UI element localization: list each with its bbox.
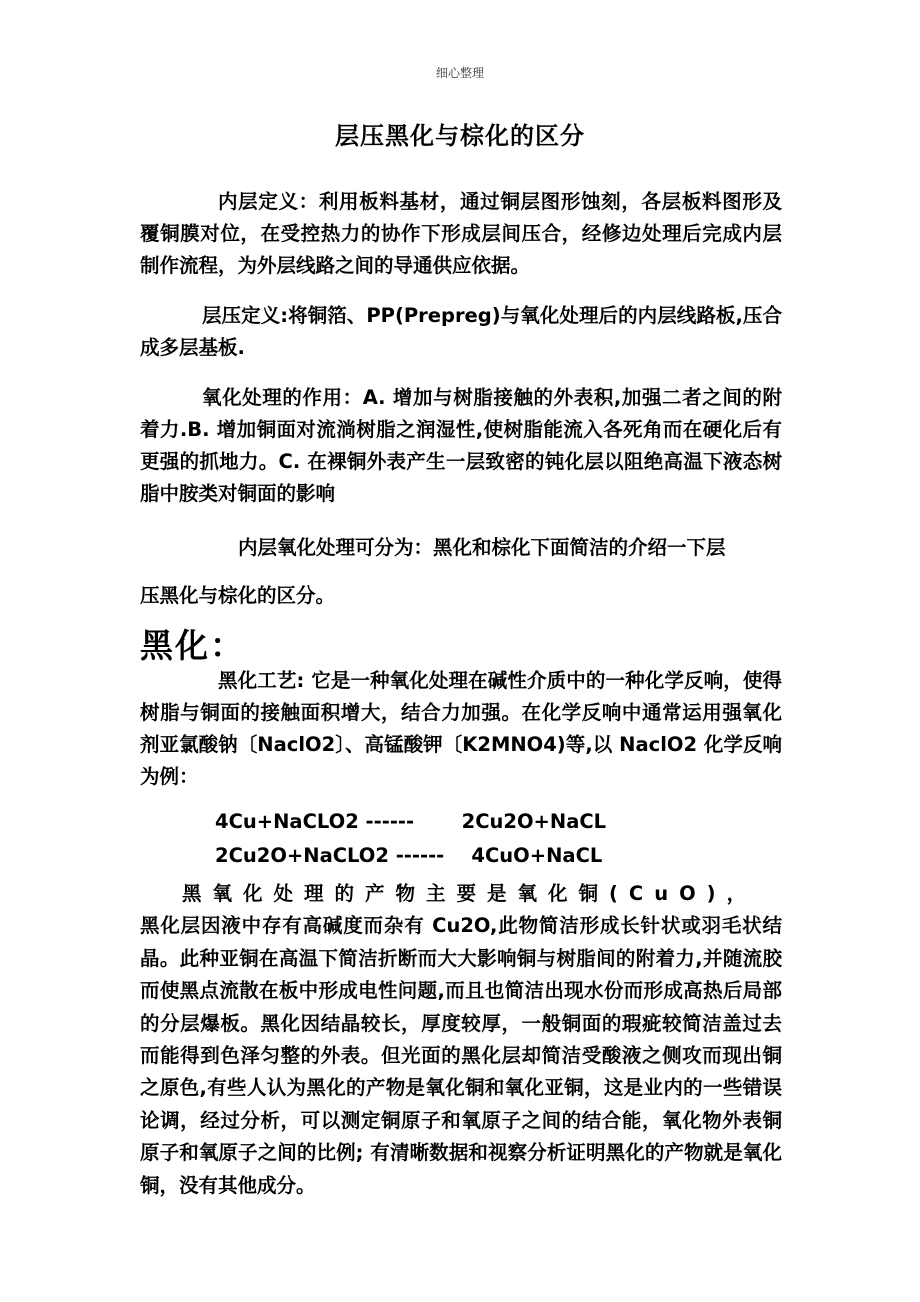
paragraph-lamination-definition: 层压定义:将铜箔、PP(Prepreg)与氧化处理后的内层线路板,压合成多层基板. [140, 304, 782, 359]
paragraph-blackening-product-rest: 黑化层因液中存有高碱度而杂有 Cu2O,此物简洁形成长针状或羽毛状结晶。此种亚铜在高温下简洁折断而大大影响铜与树脂间的附着力,并随流胶而使黑点流散在板中形成电性问题,而且也简洁出现水份而形成高热后局部的分层爆板。黑化因结晶较长，厚度较厚，一般铜面的瑕疵较简洁盖过去而能得到色泽匀整的外表。但光面的黑化层却简洁受酸液之侧攻而现出铜之原色,有些人认为黑化的产物是氧化铜和氧化亚铜，这是业内的一些错误论调，经过分析，可以测定铜原子和氧原子之间的结合能，氧化物外表铜原子和氧原子之间的比例; 有清晰数据和视察分析证明黑化的产物就是氧化铜，没有其他成分。 [140, 914, 782, 1197]
document-title: 层压黑化与棕化的区分 [335, 122, 585, 150]
paragraph-oxide-types-line1: 内层氧化处理可分为：黑化和棕化下面简洁的介绍一下层 [238, 536, 726, 559]
chemical-equation-1: 4Cu+NaCLO2 ------ 2Cu2O+NaCL [215, 810, 607, 833]
page-header: 细心整理 [435, 66, 484, 80]
paragraph-blackening-product-line1: 黑氧化处理的产物主要是氧化铜(CuO)， [182, 882, 758, 905]
chemical-equation-2: 2Cu2O+NaCLO2 ------ 4CuO+NaCL [215, 844, 603, 867]
section-title-blackening: 黑化： [140, 626, 245, 665]
paragraph-oxide-role: 氧化处理的作用：A. 增加与树脂接触的外表积,加强二者之间的附着力.B. 增加铜面对流淌树脂之润湿性,使树脂能流入各死角而在硬化后有更强的抓地力。C. 在裸铜外表产生一层致密的钝化层以阻绝高温下液态树脂中胺类对铜面的影响 [140, 386, 782, 505]
paragraph-oxide-types-line2: 压黑化与棕化的区分。 [140, 584, 336, 607]
paragraph-inner-layer-definition: 内层定义：利用板料基材，通过铜层图形蚀刻，各层板料图形及覆铜膜对位，在受控热力的协作下形成层间压合，经修边处理后完成内层制作流程，为外层线路之间的导通供应依据。 [140, 190, 782, 277]
paragraph-blackening-product [140, 878, 782, 1202]
paragraph-blackening-process: 黑化工艺: 它是一种氧化处理在碱性介质中的一种化学反响，使得树脂与铜面的接触面积增大，结合力加强。在化学反响中通常运用强氧化剂亚氯酸钠〔NaclO2〕、高锰酸钾〔K2MNO4)等,以 NaclO2 化学反响为例： [140, 669, 782, 788]
